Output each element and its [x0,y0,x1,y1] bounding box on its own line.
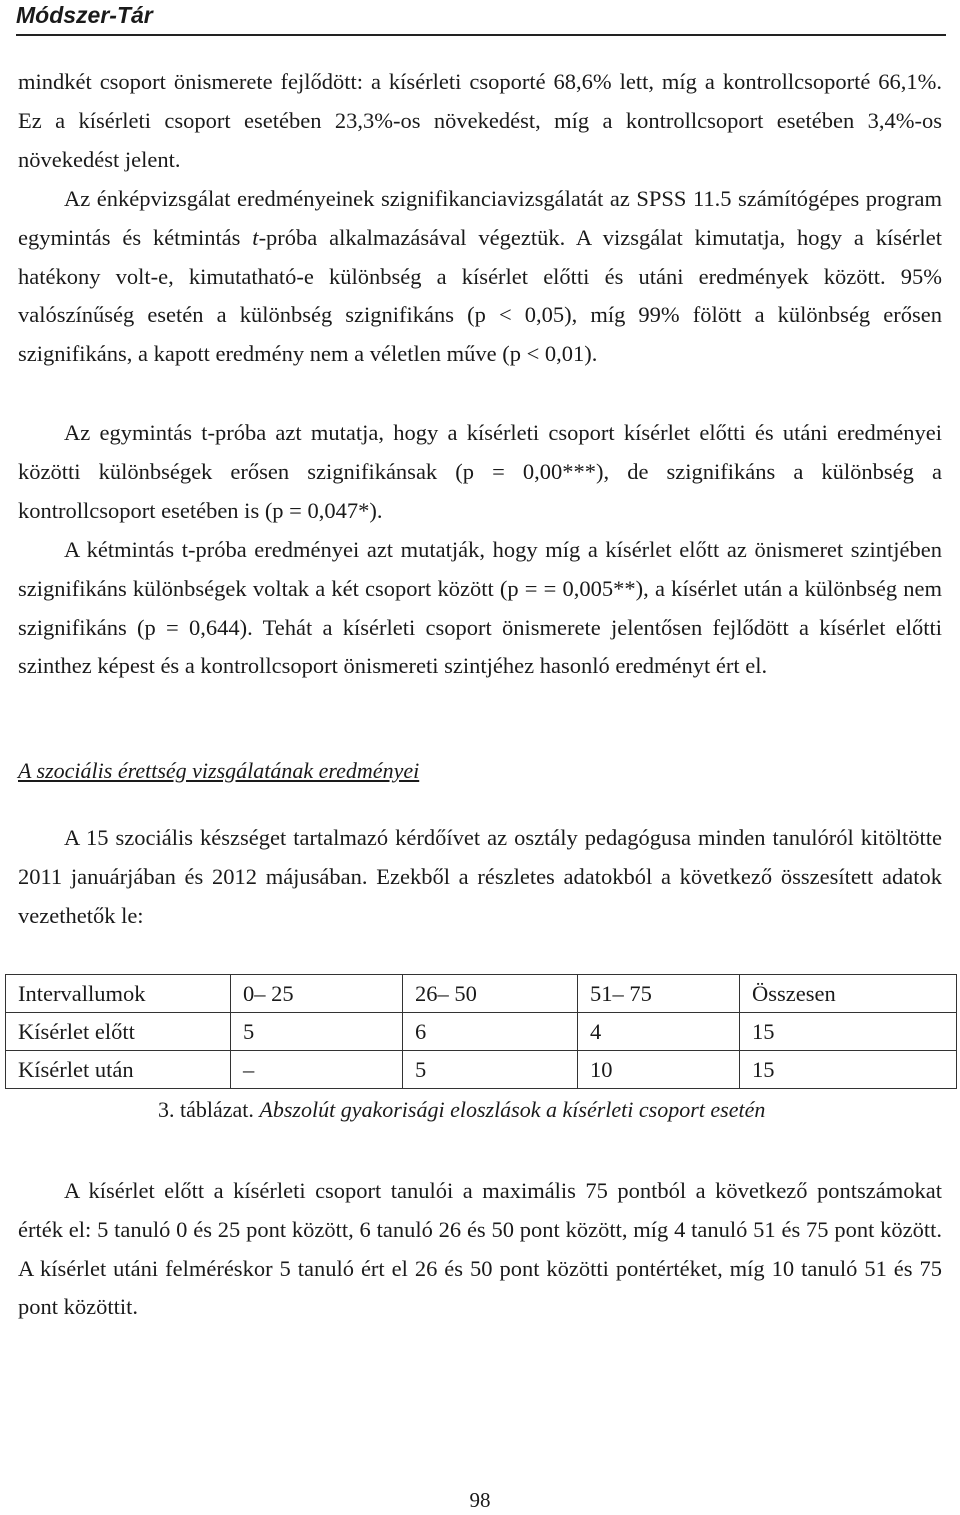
table-cell: – [231,1051,403,1089]
table-cell: Intervallumok [6,975,231,1013]
t-test-italic: t [252,224,259,250]
frequency-table [5,974,957,1089]
paragraph-2-text-a: Az énképvizsgálat eredményeinek szignifikanciavizsgálatát az SPSS 11.5 számítógépes program egymintás és kétmintás [18,186,942,250]
section-heading: A szociális érettség vizsgálatának eredményei [18,758,420,783]
table-row [6,1051,957,1089]
caption-title: Abszolút gyakorisági eloszlások a kísérleti csoport esetén [259,1097,766,1122]
paragraph-2-text-b: -próba alkalmazásával végeztük. A vizsgálat kimutatja, hogy a kísérlet hatékony volt-e, kimutatható-e különbség a kísérlet előtti és utáni eredmények között. 95% valószínűség esetén a különbség szignifikáns (p < 0,05), míg 99% fölött a különbség erősen szignifikáns, a kapott eredmény nem a véletlen műve (p < 0,01). [18,224,942,367]
table-cell: 4 [578,1013,740,1051]
table-cell: 5 [231,1013,403,1051]
paragraph-4: A kétmintás t-próba eredményei azt mutatják, hogy míg a kísérlet előtt az önismeret szintjében szignifikáns különbségek voltak a két csoport között (p = = 0,005**), a kísérlet után a különbség nem szignifikáns (p = 0,644). Tehát a kísérleti csoport önismerete jelentősen fejlődött a kísérlet előtti szinthez képest és a kontrollcsoport önismereti szintjéhez hasonló eredményt ért el. [18,537,942,679]
table-cell: 0– 25 [231,975,403,1013]
table-cell: 6 [403,1013,578,1051]
paragraph-3: Az egymintás t-próba azt mutatja, hogy a kísérleti csoport kísérlet előtti és utáni eredményei közötti különbségek erősen szignifikánsak (p = 0,00***), de szignifikáns a különbség a kontrollcsoport esetében is (p = 0,047*). [18,420,942,523]
paragraph-6: A kísérlet előtt a kísérleti csoport tanulói a maximális 75 pontból a következő pontszámokat érték el: 5 tanuló 0 és 25 pont között, 6 tanuló 26 és 50 pont között, míg 4 tanuló 51 és 75 pont között. A kísérlet utáni felméréskor 5 tanuló ért el 26 és 50 pont közötti pontértéket, míg 10 tanuló 51 és 75 pont közöttit. [18,1178,942,1320]
table-cell: 15 [740,1013,957,1051]
table-cell: Kísérlet előtt [6,1013,231,1051]
table-header-row [6,975,957,1013]
table-cell: 5 [403,1051,578,1089]
table-row [6,1013,957,1051]
paragraph-5: A 15 szociális készséget tartalmazó kérdőívet az osztály pedagógusa minden tanulóról kitöltötte 2011 januárjában és 2012 májusában. Ezekből a részletes adatokból a következő összesített adatok vezethetők le: [18,825,942,928]
table-cell: Összesen [740,975,957,1013]
table-cell: 10 [578,1051,740,1089]
paragraph-2 [18,180,942,374]
paragraph-1: mindkét csoport önismerete fejlődött: a kísérleti csoporté 68,6% lett, míg a kontrollcsoporté 66,1%. Ez a kísérleti csoport esetében 23,3%-os növekedést, míg a kontrollcsoport esetében 3,4%-os növekedést jelent. [18,69,942,172]
page-number: 98 [469,1488,491,1512]
caption-number: 3. táblázat. [158,1097,254,1122]
table-cell: 15 [740,1051,957,1089]
journal-title: Módszer-Tár [16,2,153,28]
table-cell: 51– 75 [578,975,740,1013]
running-header [16,0,946,36]
table-caption [158,1097,765,1123]
table-cell: 26– 50 [403,975,578,1013]
table-cell: Kísérlet után [6,1051,231,1089]
